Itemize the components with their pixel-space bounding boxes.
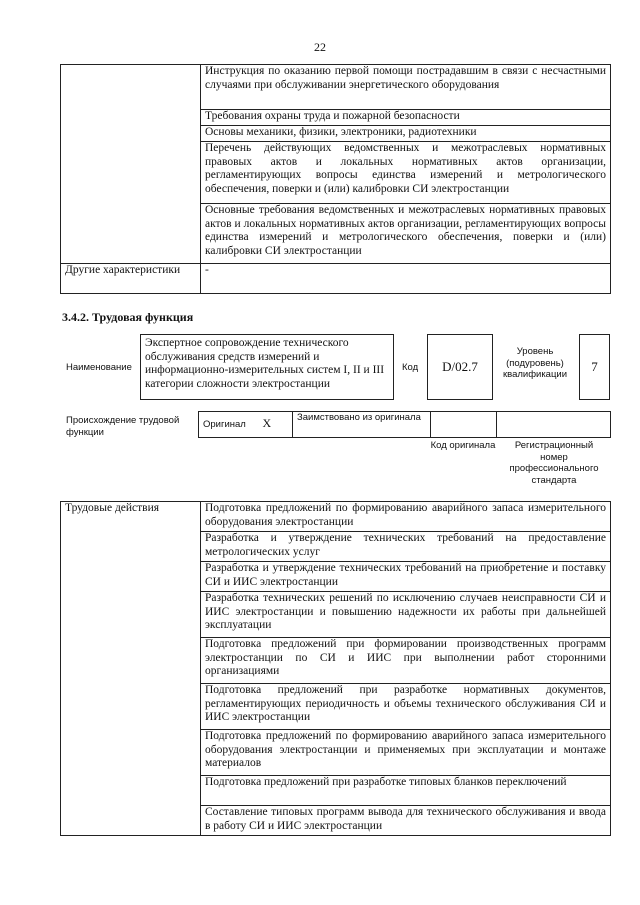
labor-action-item: Подготовка предложений при формировании производственных программ электростанции по СИ и ИИС при выполнении работ сторонними организациями [201, 638, 611, 684]
origin-label: Происхождение трудовой функции [66, 415, 180, 438]
function-name-box [140, 334, 394, 400]
knowledge-item: Основы механики, физики, электроники, радиотехники [201, 126, 611, 142]
original-code-cell [431, 412, 497, 438]
page-number: 22 [314, 40, 326, 54]
labor-action-item: Подготовка предложений по формированию аварийного запаса измерительного оборудования электростанции и применяемых при эксплуатации и монтаже материалов [201, 730, 611, 776]
knowledge-label-cell [61, 65, 201, 264]
original-label: Оригинал [203, 419, 246, 431]
borrowed-label: Заимствовано из оригинала [293, 412, 431, 438]
original-cell [199, 412, 293, 438]
knowledge-item: Инструкция по оказанию первой помощи пострадавшим в связи с несчастными случаями при обслуживании энергетического оборудования [201, 65, 611, 110]
level-label: Уровень (подуровень) квалификации [502, 346, 568, 380]
function-code-box [427, 334, 493, 400]
registration-number-cell [497, 412, 611, 438]
section-title: 3.4.2. Трудовая функция [62, 310, 194, 324]
name-label: Наименование [66, 362, 132, 373]
code-label: Код [402, 362, 419, 373]
function-name: Экспертное сопровождение технического обслуживания средств измерений и информационно-измерительных систем I, II и III категории сложности электростанции [145, 337, 385, 390]
labor-action-item: Разработка и утверждение технических требований на предоставление метрологических услуг [201, 532, 611, 562]
level-box [579, 334, 610, 400]
code-original-caption: Код оригинала [430, 440, 496, 451]
other-characteristics-value: - [201, 264, 611, 294]
knowledge-table [60, 64, 611, 294]
knowledge-item: Перечень действующих ведомственных и межотраслевых нормативных правовых актов и локальных нормативных актов организации, регламентирующих вопросы единства измерений и метрологического обеспечения, поверки и (или) калибровки СИ электростанции [201, 142, 611, 204]
labor-actions-table [60, 501, 611, 836]
labor-action-item: Разработка и утверждение технических требований на приобретение и поставку СИ и ИИС электростанции [201, 562, 611, 592]
other-characteristics-label: Другие характеристики [61, 264, 201, 294]
labor-action-item: Подготовка предложений по формированию аварийного запаса измерительного оборудования электростанции [201, 502, 611, 532]
labor-action-item: Подготовка предложений при разработке типовых бланков переключений [201, 776, 611, 806]
original-mark: X [262, 416, 272, 431]
labor-action-item: Разработка технических решений по исключению случаев неисправности СИ и ИИС электростанции и повышению надежности их работы при дальнейшей эксплуатации [201, 592, 611, 638]
labor-action-item: Составление типовых программ вывода для технического обслуживания и ввода в работу СИ и ИИС электростанции [201, 806, 611, 836]
knowledge-item: Требования охраны труда и пожарной безопасности [201, 110, 611, 126]
labor-actions-label: Трудовые действия [61, 502, 201, 836]
origin-table [198, 411, 611, 438]
level-value: 7 [591, 359, 598, 374]
function-code: D/02.7 [442, 359, 478, 374]
knowledge-item: Основные требования ведомственных и межотраслевых нормативных правовых актов и локальных нормативных актов организации, регламентирующих вопросы единства измерений и метрологического обеспечения, поверки и (или) калибровки СИ электростанции [201, 204, 611, 264]
labor-action-item: Подготовка предложений при разработке нормативных документов, регламентирующих периодичность и объемы технического обслуживания СИ и ИИС электростанции [201, 684, 611, 730]
registration-number-caption: Регистрационный номер профессионального стандарта [509, 440, 599, 486]
